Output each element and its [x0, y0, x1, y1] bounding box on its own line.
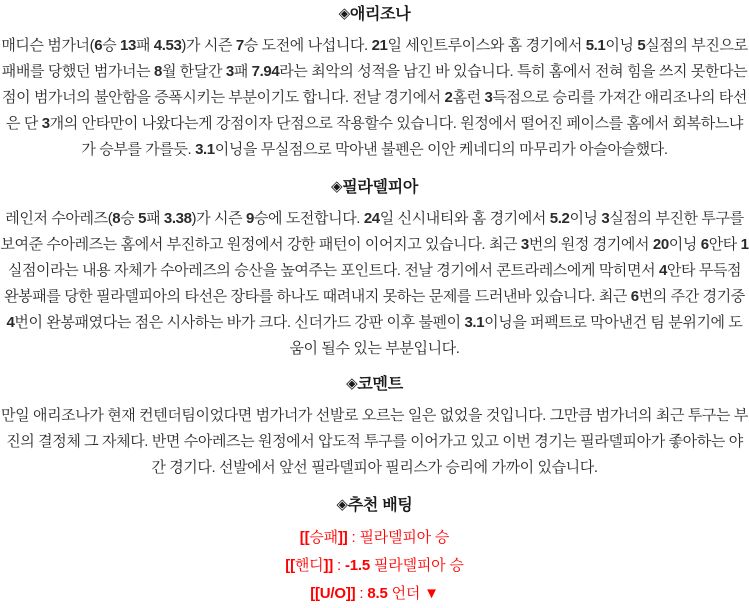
- section-arizona: [0, 4, 749, 163]
- diamond-bullet-icon: ◈: [338, 5, 350, 22]
- section-heading-philadelphia: [0, 177, 749, 198]
- section-heading-arizona: [0, 4, 749, 25]
- pick-moneyline: [[승패]] : 필라델피아 승: [299, 529, 450, 546]
- diamond-bullet-icon: ◈: [330, 178, 343, 195]
- section-comment: [0, 374, 749, 481]
- analysis-line: 간 경기다. 선발에서 앞선 필라델피아 필리스가 승리에 가까이 있습니다.: [151, 459, 598, 476]
- section-heading-label: 추천 배팅: [347, 497, 413, 514]
- section-heading-comment: [0, 374, 749, 395]
- analysis-line: 레인저 수아레즈(8승 5패 3.38)가 시즌 9승에 도전합니다. 24일 신시내티와 홈 경기에서 5.2이닝 3실점의 부진한 투구를: [5, 210, 744, 227]
- analysis-line: 매디슨 범가너(6승 13패 4.53)가 시즌 7승 도전에 나섭니다. 21일 세인트루이스와 홈 경기에서 5.1이닝 5실점의 부진으로: [1, 37, 748, 54]
- analysis-line: 은 단 3개의 안타만이 나왔다는게 강점이자 단점으로 작용할수 있습니다. 원정에서 떨어진 페이스를 홈에서 회복하느냐: [5, 115, 744, 132]
- analysis-line: 보여준 수아레즈는 홈에서 부진하고 원정에서 강한 패턴이 이어지고 있습니다. 최근 3번의 원정 경기에서 20이닝 6안타 1: [0, 236, 749, 253]
- analysis-line: 실점이라는 내용 자체가 수아레즈의 승산을 높여주는 포인트다. 전날 경기에서 콘트라레스에게 막히면서 4안타 무득점: [7, 262, 742, 279]
- arizona-analysis-paragraph: [0, 33, 749, 163]
- diamond-bullet-icon: ◈: [346, 375, 358, 392]
- section-heading-label: 코멘트: [357, 376, 403, 393]
- analysis-line: 패배를 당했던 범가너는 8월 한달간 3패 7.94라는 최악의 성적을 남긴 바 있습니다. 특히 홈에서 전혀 힘을 쓰지 못한다는: [1, 63, 748, 80]
- philadelphia-analysis-paragraph: [0, 206, 749, 362]
- analysis-line: 움이 될수 있는 부분입니다.: [289, 340, 460, 357]
- analysis-line: 완봉패를 당한 필라델피아의 타선은 장타를 하나도 때려내지 못하는 문제를 드러낸바 있습니다. 최근 6번의 주간 경기중: [4, 288, 745, 305]
- section-heading-label: 애리조나: [349, 6, 411, 23]
- section-recommended-betting: [0, 495, 749, 608]
- section-philadelphia: [0, 177, 749, 362]
- betting-picks: [0, 524, 749, 608]
- analysis-line: 진의 결정체 그 자체다. 반면 수아레즈는 원정에서 압도적 투구를 이어가고 있고 이번 경기는 필라델피아가 좋아하는 야: [6, 433, 743, 450]
- analysis-line: 만일 애리조나가 현재 컨텐더팀이었다면 범가너가 선발로 오르는 일은 없었을 것입니다. 그만큼 범가너의 최근 투구는 부: [1, 407, 748, 424]
- pick-under-over: [[U/O]] : 8.5 언더 ▼: [310, 585, 439, 602]
- section-heading-betting: [0, 495, 749, 516]
- comment-paragraph: [0, 403, 749, 481]
- analysis-line: 점이 범가너의 불안함을 증폭시키는 부분이기도 합니다. 전날 경기에서 2홈런 3득점으로 승리를 가져간 애리조나의 타선: [2, 89, 747, 106]
- diamond-bullet-icon: ◈: [336, 496, 348, 513]
- analysis-line: 4번이 완봉패였다는 점은 시사하는 바가 크다. 신더가드 강판 이후 불펜이 3.1이닝을 퍼펙트로 막아낸건 팀 분위기에 도: [6, 314, 743, 331]
- analysis-line: 가 승부를 가를듯. 3.1이닝을 무실점으로 막아낸 불펜은 이안 케네디의 마무리가 아슬아슬했다.: [81, 141, 668, 158]
- section-heading-label: 필라델피아: [342, 179, 419, 196]
- pick-handicap: [[핸디]] : -1.5 필라델피아 승: [285, 557, 464, 574]
